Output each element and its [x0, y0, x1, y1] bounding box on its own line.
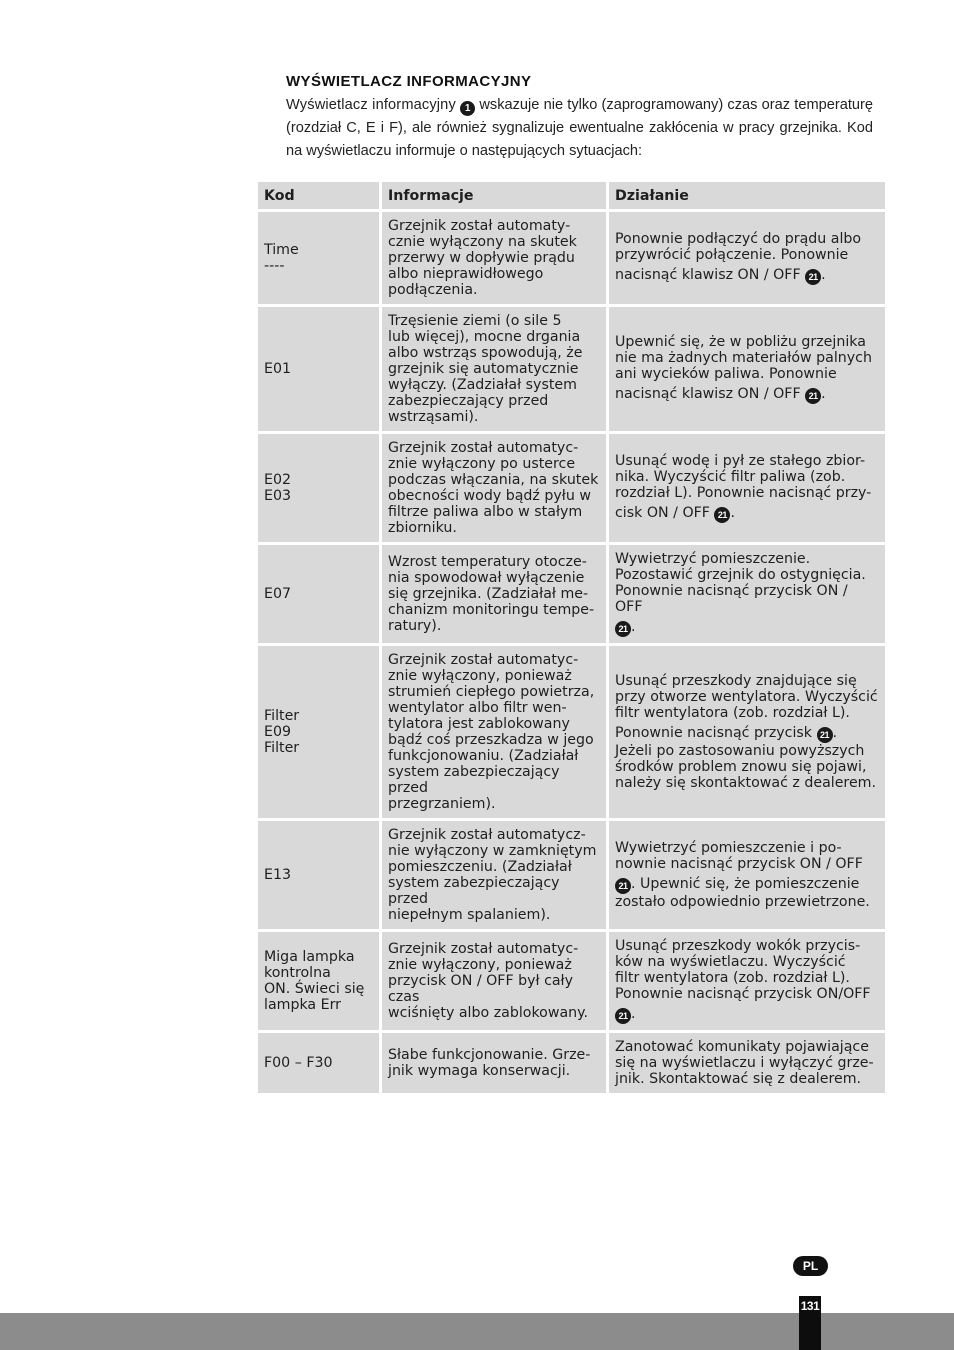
code-cell: E07 — [258, 545, 379, 643]
reference-number-icon: 21 — [714, 507, 730, 523]
page-number: 131 — [799, 1296, 821, 1350]
info-cell: Grzejnik został automatycz- nie wyłączony w zamkniętym pomieszczeniu. (Zadziałał system zabezpieczający przed niepełnym spalaniem). — [382, 821, 606, 929]
action-cell — [609, 646, 885, 818]
table-header-row — [258, 182, 885, 209]
action-text-line — [615, 505, 879, 523]
table-row — [258, 307, 885, 431]
intro-paragraph — [286, 94, 873, 163]
action-text: nacisnąć klawisz ON / OFF — [615, 386, 806, 402]
table-row — [258, 1033, 885, 1093]
language-badge: PL — [793, 1256, 828, 1276]
info-cell: Trzęsienie ziemi (o sile 5 lub więcej), mocne drgania albo wstrząs spowodują, że grzejnik się automatycznie wyłączy. (Zadziałał system zabezpieczający przed wstrząsami). — [382, 307, 606, 431]
code-cell: E02 E03 — [258, 434, 379, 542]
code-cell: Miga lampka kontrolna ON. Świeci się lampka Err — [258, 932, 379, 1030]
reference-number-icon: 21 — [615, 1008, 631, 1024]
action-text: . — [821, 386, 826, 402]
reference-number-icon: 21 — [817, 727, 833, 743]
action-text: Wywietrzyć pomieszczenie. Pozostawić grzejnik do ostygnięcia. Ponownie nacisnąć przycisk ON / OFF — [615, 551, 866, 615]
table-row — [258, 545, 885, 643]
action-text-line — [615, 876, 879, 910]
action-text: Upewnić się, że w pobliżu grzejnika nie ma żadnych materiałów palnych ani wycieków paliwa. Ponownie — [615, 334, 872, 382]
action-text-line — [615, 1006, 879, 1024]
action-cell — [609, 821, 885, 929]
action-cell — [609, 1033, 885, 1093]
table-row — [258, 932, 885, 1030]
code-cell: F00 – F30 — [258, 1033, 379, 1093]
action-text: Usunąć przeszkody wokók przycis- ków na wyświetlaczu. Wyczyścić filtr wentylatora (zob. rozdział L). Ponownie nacisnąć przycisk ON/OFF — [615, 938, 871, 1002]
header-info: Informacje — [382, 182, 606, 209]
action-cell — [609, 545, 885, 643]
reference-number-icon: 21 — [805, 269, 821, 285]
section-heading: WYŚWIETLACZ INFORMACYJNY — [286, 73, 532, 90]
action-text: Wywietrzyć pomieszczenie i po- nownie nacisnąć przycisk ON / OFF — [615, 840, 863, 872]
info-cell: Słabe funkcjonowanie. Grze- jnik wymaga konserwacji. — [382, 1033, 606, 1093]
action-text-line — [615, 386, 879, 404]
code-cell: Time ---- — [258, 212, 379, 304]
action-text: Usunąć przeszkody znajdujące się przy otworze wentylatora. Wyczyścić filtr wentylatora (zob. rozdział L). — [615, 673, 878, 721]
table-row — [258, 434, 885, 542]
action-cell — [609, 307, 885, 431]
header-action: Działanie — [609, 182, 885, 209]
action-text: Usunąć wodę i pył ze stałego zbior- nika. Wyczyścić filtr paliwa (zob. rozdział L). Ponownie nacisnąć przy- — [615, 453, 872, 501]
action-text: . Upewnić się, że pomieszczenie zostało odpowiednio przewietrzone. — [615, 876, 870, 910]
info-cell: Grzejnik został automatyc- znie wyłączony, ponieważ przycisk ON / OFF był cały czas wciśnięty albo zablokowany. — [382, 932, 606, 1030]
action-text: . — [631, 1006, 636, 1022]
action-text: . — [821, 267, 826, 283]
info-cell: Grzejnik został automatyc- znie wyłączony, ponieważ strumień ciepłego powietrza, wentylator albo filtr wen- tylatora jest zablokowany bądź coś przeszkadza w jego funkcjonowaniu. (Zadziałał system zabezpieczający przed przegrzaniem). — [382, 646, 606, 818]
code-cell: Filter E09 Filter — [258, 646, 379, 818]
table-row — [258, 646, 885, 818]
action-text: cisk ON / OFF — [615, 505, 715, 521]
reference-number-icon: 21 — [615, 621, 631, 637]
reference-number-icon: 21 — [615, 878, 631, 894]
action-text: . — [730, 505, 735, 521]
info-cell: Grzejnik został automatyc- znie wyłączony po usterce podczas włączania, na skutek obecności wody bądź pyłu w filtrze paliwa albo w stałym zbiorniku. — [382, 434, 606, 542]
action-text: Jeżeli po zastosowaniu powyższych środków problem znowu się pojawi, należy się skontaktować z dealerem. — [615, 743, 877, 791]
table-row — [258, 821, 885, 929]
code-cell: E13 — [258, 821, 379, 929]
info-cell: Grzejnik został automaty- cznie wyłączony na skutek przerwy w dopływie prądu albo nieprawidłowego podłączenia. — [382, 212, 606, 304]
intro-text-start: Wyświetlacz informacyjny — [286, 97, 456, 113]
action-cell — [609, 212, 885, 304]
code-cell: E01 — [258, 307, 379, 431]
intro-text-rest: wskazuje nie tylko (zaprogramowany) czas oraz temperaturę (rozdział C, E i F), ale również sygnalizuje ewentualne zakłócenia w pracy grzejnika. Kod na wyświetlaczu informuje o następujących sytuacjach: — [286, 97, 873, 159]
action-text: Zanotować komunikaty pojawiające się na wyświetlaczu i wyłączyć grze- jnik. Skontaktować się z dealerem. — [615, 1039, 874, 1087]
action-cell — [609, 932, 885, 1030]
action-text: Ponownie podłączyć do prądu albo przywrócić połączenie. Ponownie — [615, 231, 862, 263]
reference-number-icon: 1 — [460, 101, 475, 116]
action-text: Ponownie nacisnąć przycisk — [615, 725, 817, 741]
action-text-line — [615, 619, 879, 637]
table-row — [258, 212, 885, 304]
action-text: . — [832, 725, 838, 741]
info-cell: Wzrost temperatury otocze- nia spowodował wyłączenie się grzejnika. (Zadziałał me- chanizm monitoringu tempe- ratury). — [382, 545, 606, 643]
action-text: nacisnąć klawisz ON / OFF — [615, 267, 806, 283]
action-cell — [609, 434, 885, 542]
header-code: Kod — [258, 182, 379, 209]
action-text-line — [615, 267, 879, 285]
reference-number-icon: 21 — [805, 388, 821, 404]
action-text: . — [631, 619, 636, 635]
action-text-line — [615, 725, 879, 743]
error-code-table — [255, 179, 888, 1096]
